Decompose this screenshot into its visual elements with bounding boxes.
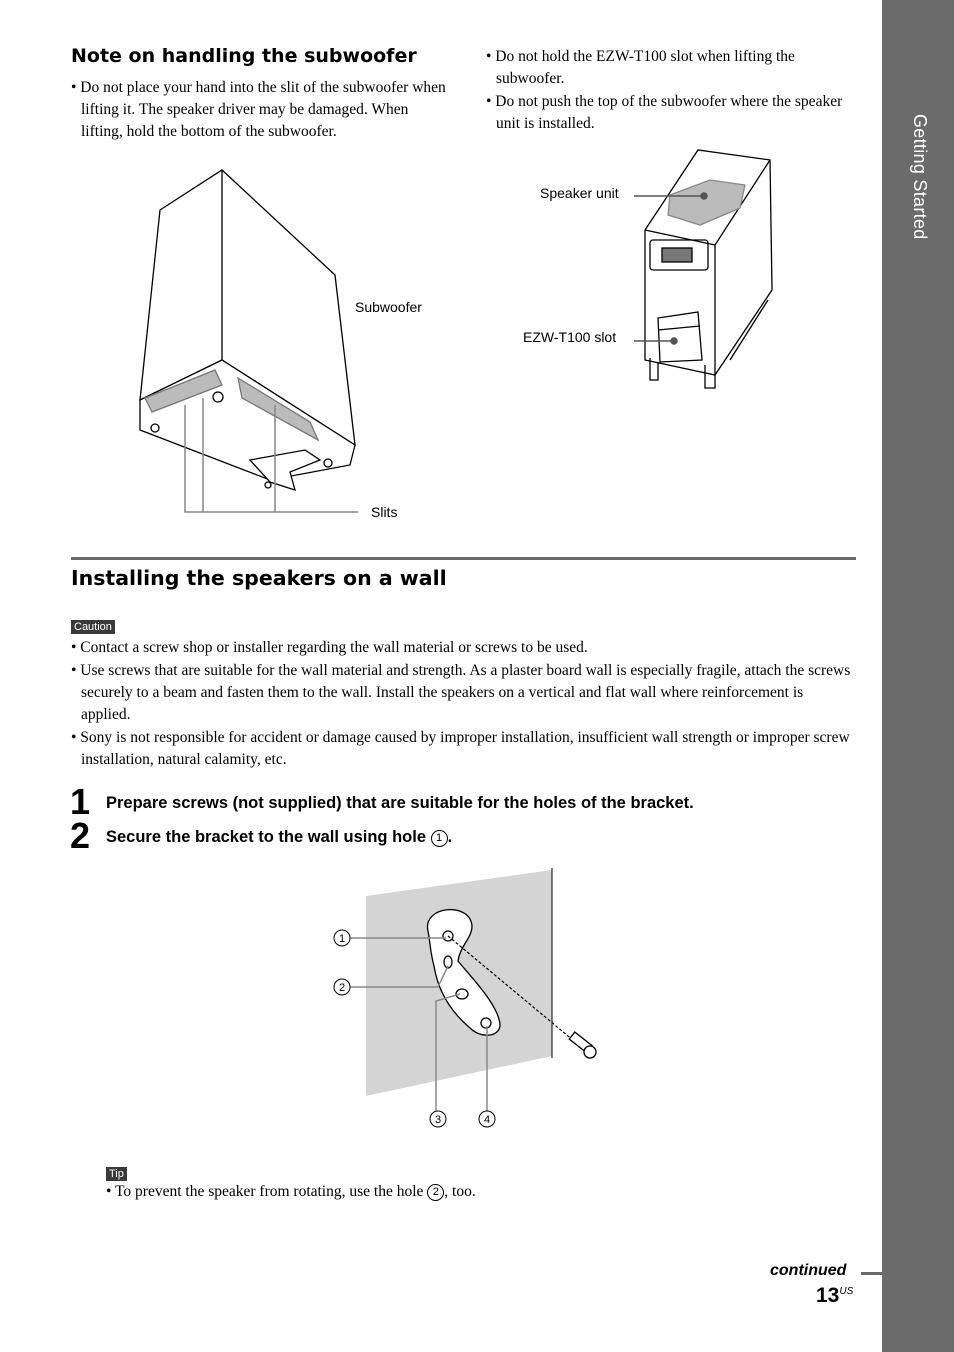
callout-leaders: [628, 186, 712, 346]
tip-badge: Tip: [106, 1167, 127, 1181]
step-text: Prepare screws (not supplied) that are suitable for the holes of the bracket.: [106, 794, 694, 812]
note-bullet: • Do not hold the EZW-T100 slot when lifting the subwoofer.: [486, 48, 795, 87]
page-suffix: US: [839, 1286, 854, 1297]
continued-label: continued: [770, 1262, 847, 1279]
step-text-after: .: [447, 828, 453, 846]
tip-text-before: • To prevent the speaker from rotating, use the hole: [106, 1183, 428, 1200]
caution-badge: Caution: [71, 620, 115, 634]
sidebar-label: Getting Started: [910, 114, 930, 240]
sidebar-tab: [882, 0, 954, 1352]
step-text: [106, 828, 452, 847]
note-bullet: • Do not push the top of the subwoofer where the speaker unit is installed.: [486, 93, 843, 132]
subwoofer-label: Subwoofer: [355, 299, 422, 315]
tip-text-after: , too.: [444, 1183, 476, 1200]
caution-bullet: • Contact a screw shop or installer regarding the wall material or screws to be used.: [71, 639, 588, 656]
caution-badge-wrap: [71, 617, 115, 635]
section-divider: [71, 557, 856, 560]
note-right-column: [486, 46, 856, 136]
note-bullet: • Do not place your hand into the slit of the subwoofer when lifting it. The speaker driver may be damaged. When lifting, hold the bottom of the subwoofer.: [71, 79, 446, 140]
callout-1: 1: [338, 933, 346, 945]
callout-3: 3: [434, 1114, 442, 1126]
wall-bracket-illustration: [330, 866, 610, 1136]
callout-4: 4: [483, 1114, 491, 1126]
page-number: 13: [816, 1284, 840, 1307]
slits-label: Slits: [371, 504, 398, 520]
page-number-wrap: [816, 1284, 853, 1308]
tip-badge-wrap: [106, 1164, 127, 1182]
subwoofer-slits-illustration: [130, 160, 430, 530]
install-heading: Installing the speakers on a wall: [71, 566, 447, 590]
speaker-unit-label: Speaker unit: [540, 185, 619, 201]
step-number: 1: [70, 781, 91, 822]
continued-bar: [861, 1272, 882, 1275]
tip-text: [106, 1181, 476, 1203]
callout-2: 2: [338, 982, 346, 994]
note-left-column: [71, 77, 451, 144]
caution-bullet: • Use screws that are suitable for the wall material and strength. As a plaster board wall is especially fragile, attach the screws securely to a beam and fasten them to the wall. Install the speakers on a vertical and flat wall where reinforcement is applied.: [71, 662, 851, 723]
note-heading: Note on handling the subwoofer: [71, 45, 417, 67]
caution-list: [71, 637, 856, 772]
caution-bullet: • Sony is not responsible for accident or damage caused by improper installation, insufficient wall strength or improper screw installation, natural calamity, etc.: [71, 729, 850, 768]
step-text-before: Secure the bracket to the wall using hole: [106, 828, 431, 846]
step-number: 2: [70, 815, 91, 856]
ezw-slot-label: EZW-T100 slot: [523, 329, 617, 345]
hole-marker: 1: [431, 830, 448, 847]
hole-marker: 2: [427, 1184, 444, 1201]
